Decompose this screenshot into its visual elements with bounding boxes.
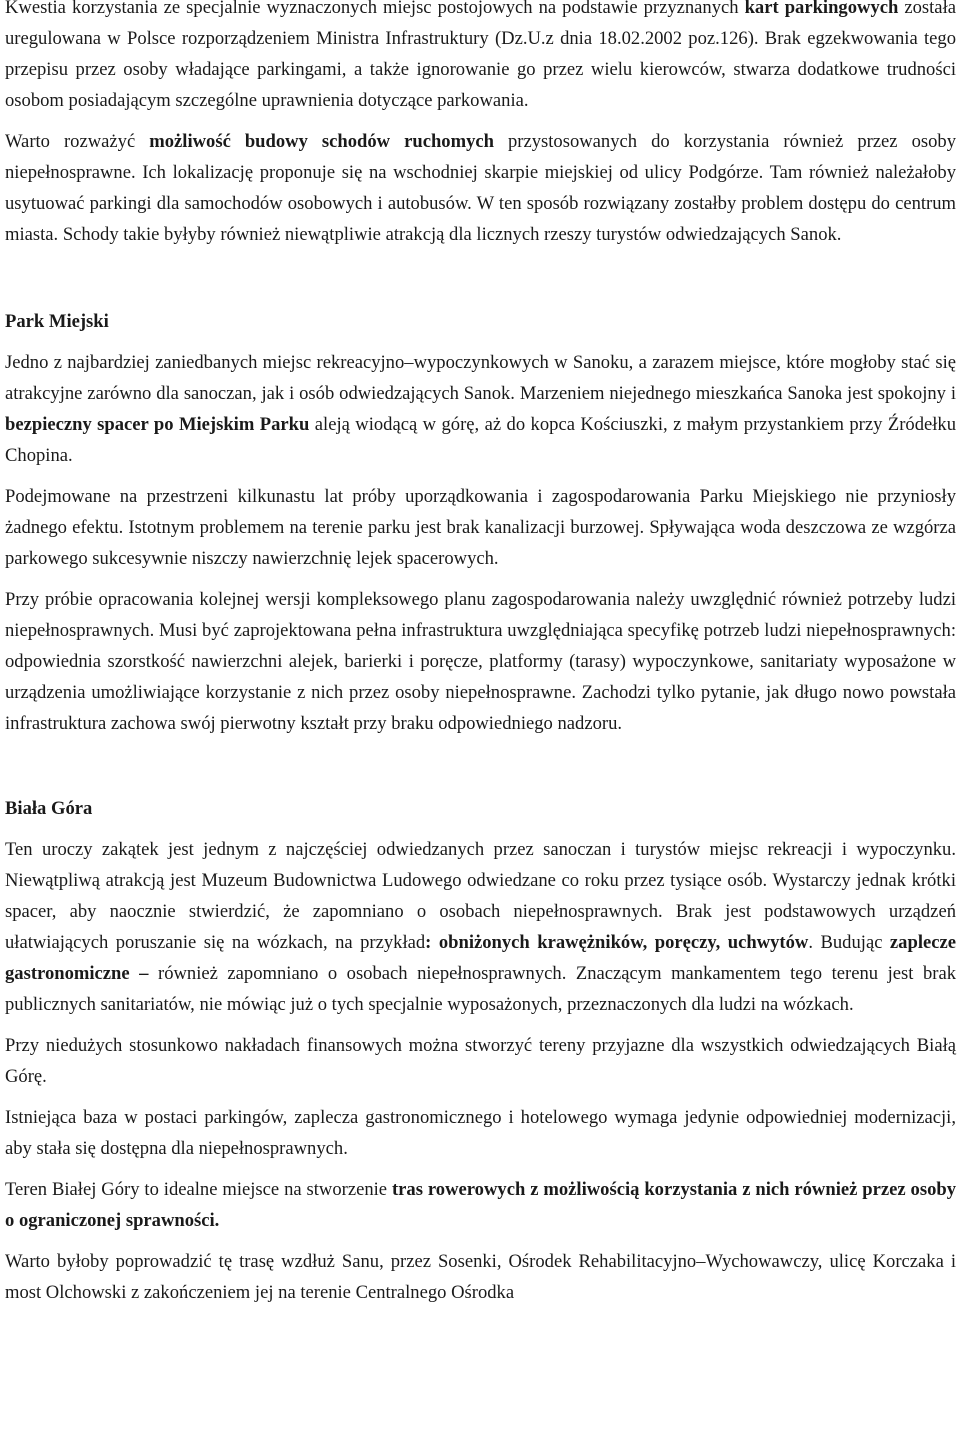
paragraph: [5, 481, 956, 574]
paragraph: [5, 1174, 956, 1236]
paragraph: [5, 0, 956, 116]
park-section: [5, 347, 956, 739]
text-run: Ten uroczy zakątek jest jednym z najczęściej odwiedzanych przez sanoczan i turystów miejsc rekreacji i wypoczynku. Niewątpliwą atrakcją jest Muzeum Budownictwa Ludowego odwiedzane co roku przez tysiące osób. Wystarczy jednak krótki spacer, aby naocznie stwierdzić, że zapomniano o osobach niepełnosprawnych. Brak jest podstawowych urządzeń ułatwiających poruszanie się na wózkach, na przykład: [5, 839, 956, 953]
bold-text-run: : obniżonych krawężników, poręczy, uchwytów: [425, 932, 809, 953]
bold-text-run: kart parkingowych: [744, 0, 899, 18]
paragraph: [5, 584, 956, 739]
paragraph: [5, 1246, 956, 1308]
text-run: Podejmowane na przestrzeni kilkunastu lat próby uporządkowania i zagospodarowania Parku Miejskiego nie przyniosły żadnego efektu. Istotnym problemem na terenie parku jest brak kanalizacji burzowej. Spływająca woda deszczowa ze wzgórza parkowego sukcesywnie niszczy nawierzchnię lejek spacerowych.: [5, 486, 956, 569]
gora-section: [5, 834, 956, 1308]
text-run: przystosowanych do korzystania również przez osoby niepełnosprawne. Ich lokalizację proponuje się na wschodniej skarpie miejskiej od ulicy Podgórze. Tam również należałoby usytuować parkingi dla samochodów osobowych i autobusów. W ten sposób rozwiązany zostałby problem dostępu do centrum miasta. Schody takie byłyby również niewątpliwie atrakcją dla licznych rzeszy turystów odwiedzających Sanok.: [5, 131, 956, 245]
bold-text-run: możliwość budowy schodów ruchomych: [149, 131, 494, 152]
bold-text-run: zaplecze gastronomiczne –: [5, 932, 956, 984]
text-run: Kwestia korzystania ze specjalnie wyznaczonych miejsc postojowych na podstawie przyznanych: [5, 0, 745, 18]
text-run: Teren Białej Góry to idealne miejsce na stworzenie: [5, 1179, 392, 1200]
intro-section: [5, 0, 956, 250]
paragraph: [5, 1102, 956, 1164]
text-run: . Budując: [808, 932, 890, 953]
text-run: również zapomniano o osobach niepełnosprawnych. Znaczącym mankamentem tego terenu jest brak publicznych sanitariatów, nie mówiąc już o tych specjalnie wyposażonych, przeznaczonych dla ludzi na wózkach.: [5, 963, 956, 1015]
text-run: Przy próbie opracowania kolejnej wersji kompleksowego planu zagospodarowania należy uwzględnić również potrzeby ludzi niepełnosprawnych. Musi być zaprojektowana pełna infrastruktura uwzględniająca specyfikę potrzeb ludzi niepełnosprawnych: odpowiednia szorstkość nawierzchni alejek, barierki i poręcze, platformy (tarasy) wypoczynkowe, sanitariaty wyposażone w urządzenia umożliwiające korzystanie z nich przez osoby niepełnosprawne. Zachodzi tylko pytanie, jak długo nowo powstała infrastruktura zachowa swój pierwotny kształt przy braku odpowiedniego nadzoru.: [5, 589, 956, 734]
section-heading-gora: Biała Góra: [5, 798, 93, 819]
text-run: Jedno z najbardziej zaniedbanych miejsc rekreacyjno–wypoczynkowych w Sanoku, a zarazem miejsce, które mogłoby stać się atrakcyjne zarówno dla sanoczan, jak i osób odwiedzających Sanok. Marzeniem niejednego mieszkańca Sanoka jest spokojny i: [5, 352, 956, 404]
text-run: aleją wiodącą w górę, aż do kopca Kościuszki, z małym przystankiem przy Źródełku Chopina.: [5, 414, 957, 466]
paragraph: [5, 126, 956, 250]
bold-text-run: bezpieczny spacer po Miejskim Parku: [5, 414, 310, 435]
paragraph: [5, 834, 956, 1020]
paragraph: [5, 1030, 956, 1092]
text-run: Przy niedużych stosunkowo nakładach finansowych można stworzyć tereny przyjazne dla wszystkich odwiedzających Białą Górę.: [5, 1035, 956, 1087]
paragraph: [5, 347, 956, 471]
text-run: Warto rozważyć: [5, 131, 150, 152]
section-heading-park: Park Miejski: [5, 311, 109, 332]
text-run: Warto byłoby poprowadzić tę trasę wzdłuż Sanu, przez Sosenki, Ośrodek Rehabilitacyjno–Wychowawczy, ulicę Korczaka i most Olchowski z zakończeniem jej na terenie Centralnego Ośrodka: [5, 1251, 956, 1303]
text-run: została uregulowana w Polsce rozporządzeniem Ministra Infrastruktury (Dz.U.z dnia 18.02.2002 poz.126). Brak egzekwowania tego przepisu przez osoby władające parkingami, a także ignorowanie go przez wielu kierowców, stwarza dodatkowe trudności osobom posiadającym szczególne uprawnienia dotyczące parkowania.: [5, 0, 956, 111]
bold-text-run: tras rowerowych z możliwością korzystania z nich również przez osoby o ograniczonej sprawności.: [5, 1179, 957, 1231]
text-run: Istniejąca baza w postaci parkingów, zaplecza gastronomicznego i hotelowego wymaga jedynie odpowiedniej modernizacji, aby stała się dostępna dla niepełnosprawnych.: [5, 1107, 956, 1159]
